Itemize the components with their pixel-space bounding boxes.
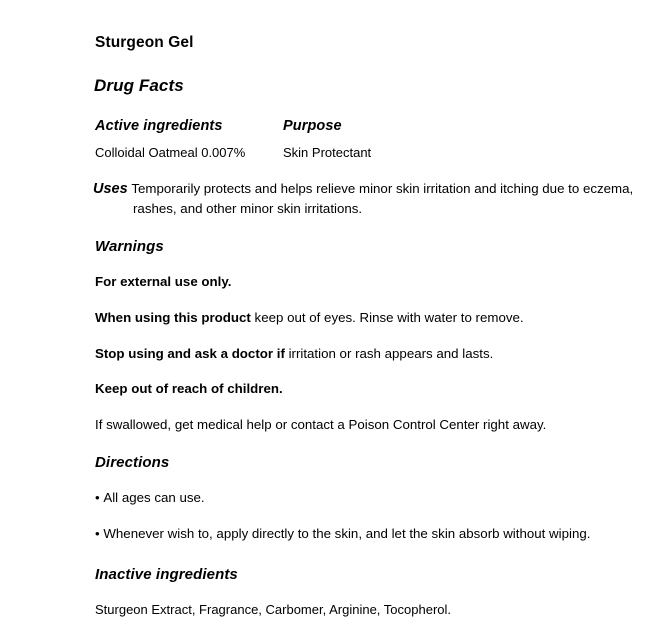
direction-text: Whenever wish to, apply directly to the skin, and let the skin absorb without wiping. [103, 526, 591, 542]
warning-rest: keep out of eyes. Rinse with water to remove. [250, 310, 524, 326]
column-header-purpose: Purpose [283, 117, 342, 134]
warning-rest: If swallowed, get medical help or contact a Poison Control Center right away. [95, 416, 547, 432]
bullet-icon: • [95, 526, 100, 542]
warning-statement [95, 273, 640, 292]
drug-facts-panel-heading: Drug Facts [94, 75, 184, 95]
direction-text: All ages can use. [103, 490, 205, 506]
table-header-row [95, 118, 525, 134]
bullet-icon: • [95, 490, 100, 506]
uses-section [93, 179, 640, 218]
purpose-value: Skin Protectant [283, 144, 372, 160]
list-item [95, 525, 640, 544]
column-header-active-ingredients: Active ingredients [95, 117, 223, 134]
directions-heading: Directions [95, 454, 170, 472]
inactive-ingredients-heading: Inactive ingredients [95, 565, 238, 583]
list-item [95, 489, 640, 508]
product-title: Sturgeon Gel [95, 34, 194, 51]
warning-lead: When using this product [95, 310, 251, 326]
active-ingredient-value: Colloidal Oatmeal 0.007% [95, 144, 246, 160]
warning-statement [95, 380, 640, 399]
warning-lead: Stop using and ask a doctor if [95, 345, 285, 361]
uses-label: Uses [93, 180, 128, 197]
warning-statement [95, 309, 640, 328]
active-ingredients-table [95, 118, 525, 160]
warning-statement [95, 416, 640, 435]
warning-lead: Keep out of reach of children. [95, 381, 283, 397]
inactive-ingredients-text: Sturgeon Extract, Fragrance, Carbomer, Arginine, Tocopherol. [95, 601, 452, 617]
warning-rest: irritation or rash appears and lasts. [284, 345, 494, 361]
table-row [95, 145, 525, 160]
warning-lead: For external use only. [95, 274, 232, 290]
warning-statement [95, 345, 640, 364]
warnings-heading: Warnings [95, 238, 164, 256]
uses-text: Temporarily protects and helps relieve minor skin irritation and itching due to eczema, rashes, and other minor skin irritations. [131, 180, 634, 216]
